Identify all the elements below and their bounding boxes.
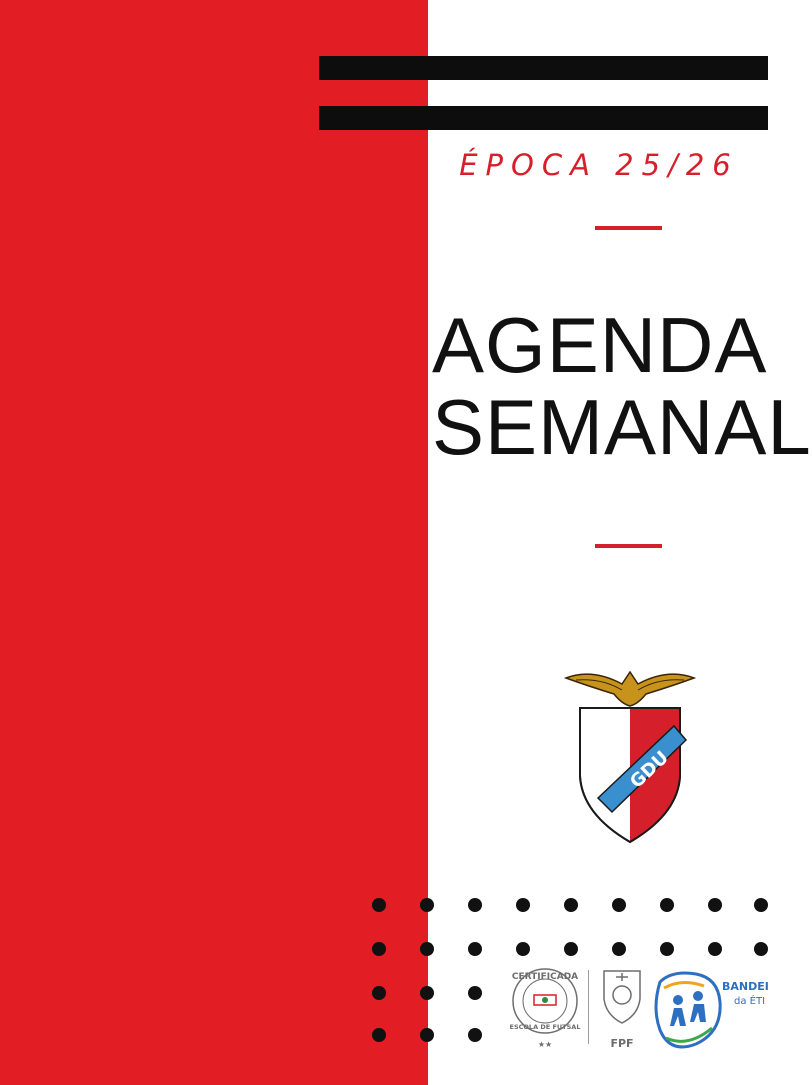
- decorative-bar-top: [319, 56, 768, 80]
- decorative-dot: [468, 942, 482, 956]
- decorative-dot: [708, 942, 722, 956]
- svg-text:da ÉTI: da ÉTI: [734, 996, 766, 1007]
- decorative-dot: [372, 942, 386, 956]
- fpf-crest-icon: [598, 965, 646, 1055]
- decorative-dot: [468, 1028, 482, 1042]
- decorative-dot: [420, 986, 434, 1000]
- decorative-dot: [516, 898, 530, 912]
- decorative-dot: [372, 898, 386, 912]
- decorative-dot: [420, 898, 434, 912]
- svg-text:★★: ★★: [537, 1040, 553, 1049]
- title-line-2: SEMANAL: [432, 383, 812, 471]
- certified-school-badge-icon: [508, 965, 582, 1055]
- decorative-dot: [660, 898, 674, 912]
- decorative-dot: [372, 986, 386, 1000]
- decorative-dot: [468, 898, 482, 912]
- season-label: ÉPOCA 25/26: [459, 148, 739, 182]
- club-crest-icon: [562, 668, 698, 846]
- decorative-dot: [372, 1028, 386, 1042]
- decorative-dot: [754, 898, 768, 912]
- decorative-dot: [564, 942, 578, 956]
- svg-text:CERTIFICADA: CERTIFICADA: [511, 972, 579, 982]
- svg-text:FPF: FPF: [610, 1037, 634, 1050]
- footer-divider: [588, 970, 589, 1044]
- divider-top: [595, 226, 662, 230]
- decorative-dot: [660, 942, 674, 956]
- decorative-bar-bottom: [319, 106, 768, 130]
- decorative-dot: [468, 986, 482, 1000]
- decorative-dot: [754, 942, 768, 956]
- decorative-dot: [420, 942, 434, 956]
- decorative-dot: [564, 898, 578, 912]
- svg-text:BANDEI: BANDEI: [722, 980, 769, 993]
- decorative-dot: [420, 1028, 434, 1042]
- decorative-dot: [612, 898, 626, 912]
- svg-text:ESCOLA DE FUTSAL: ESCOLA DE FUTSAL: [509, 1023, 581, 1031]
- decorative-dot: [708, 898, 722, 912]
- decorative-dot: [516, 942, 530, 956]
- divider-bottom: [595, 544, 662, 548]
- ethics-flag-icon: [652, 968, 768, 1058]
- decorative-dot: [612, 942, 626, 956]
- title-line-1: AGENDA: [432, 301, 768, 389]
- svg-text:GDU: GDU: [626, 747, 673, 793]
